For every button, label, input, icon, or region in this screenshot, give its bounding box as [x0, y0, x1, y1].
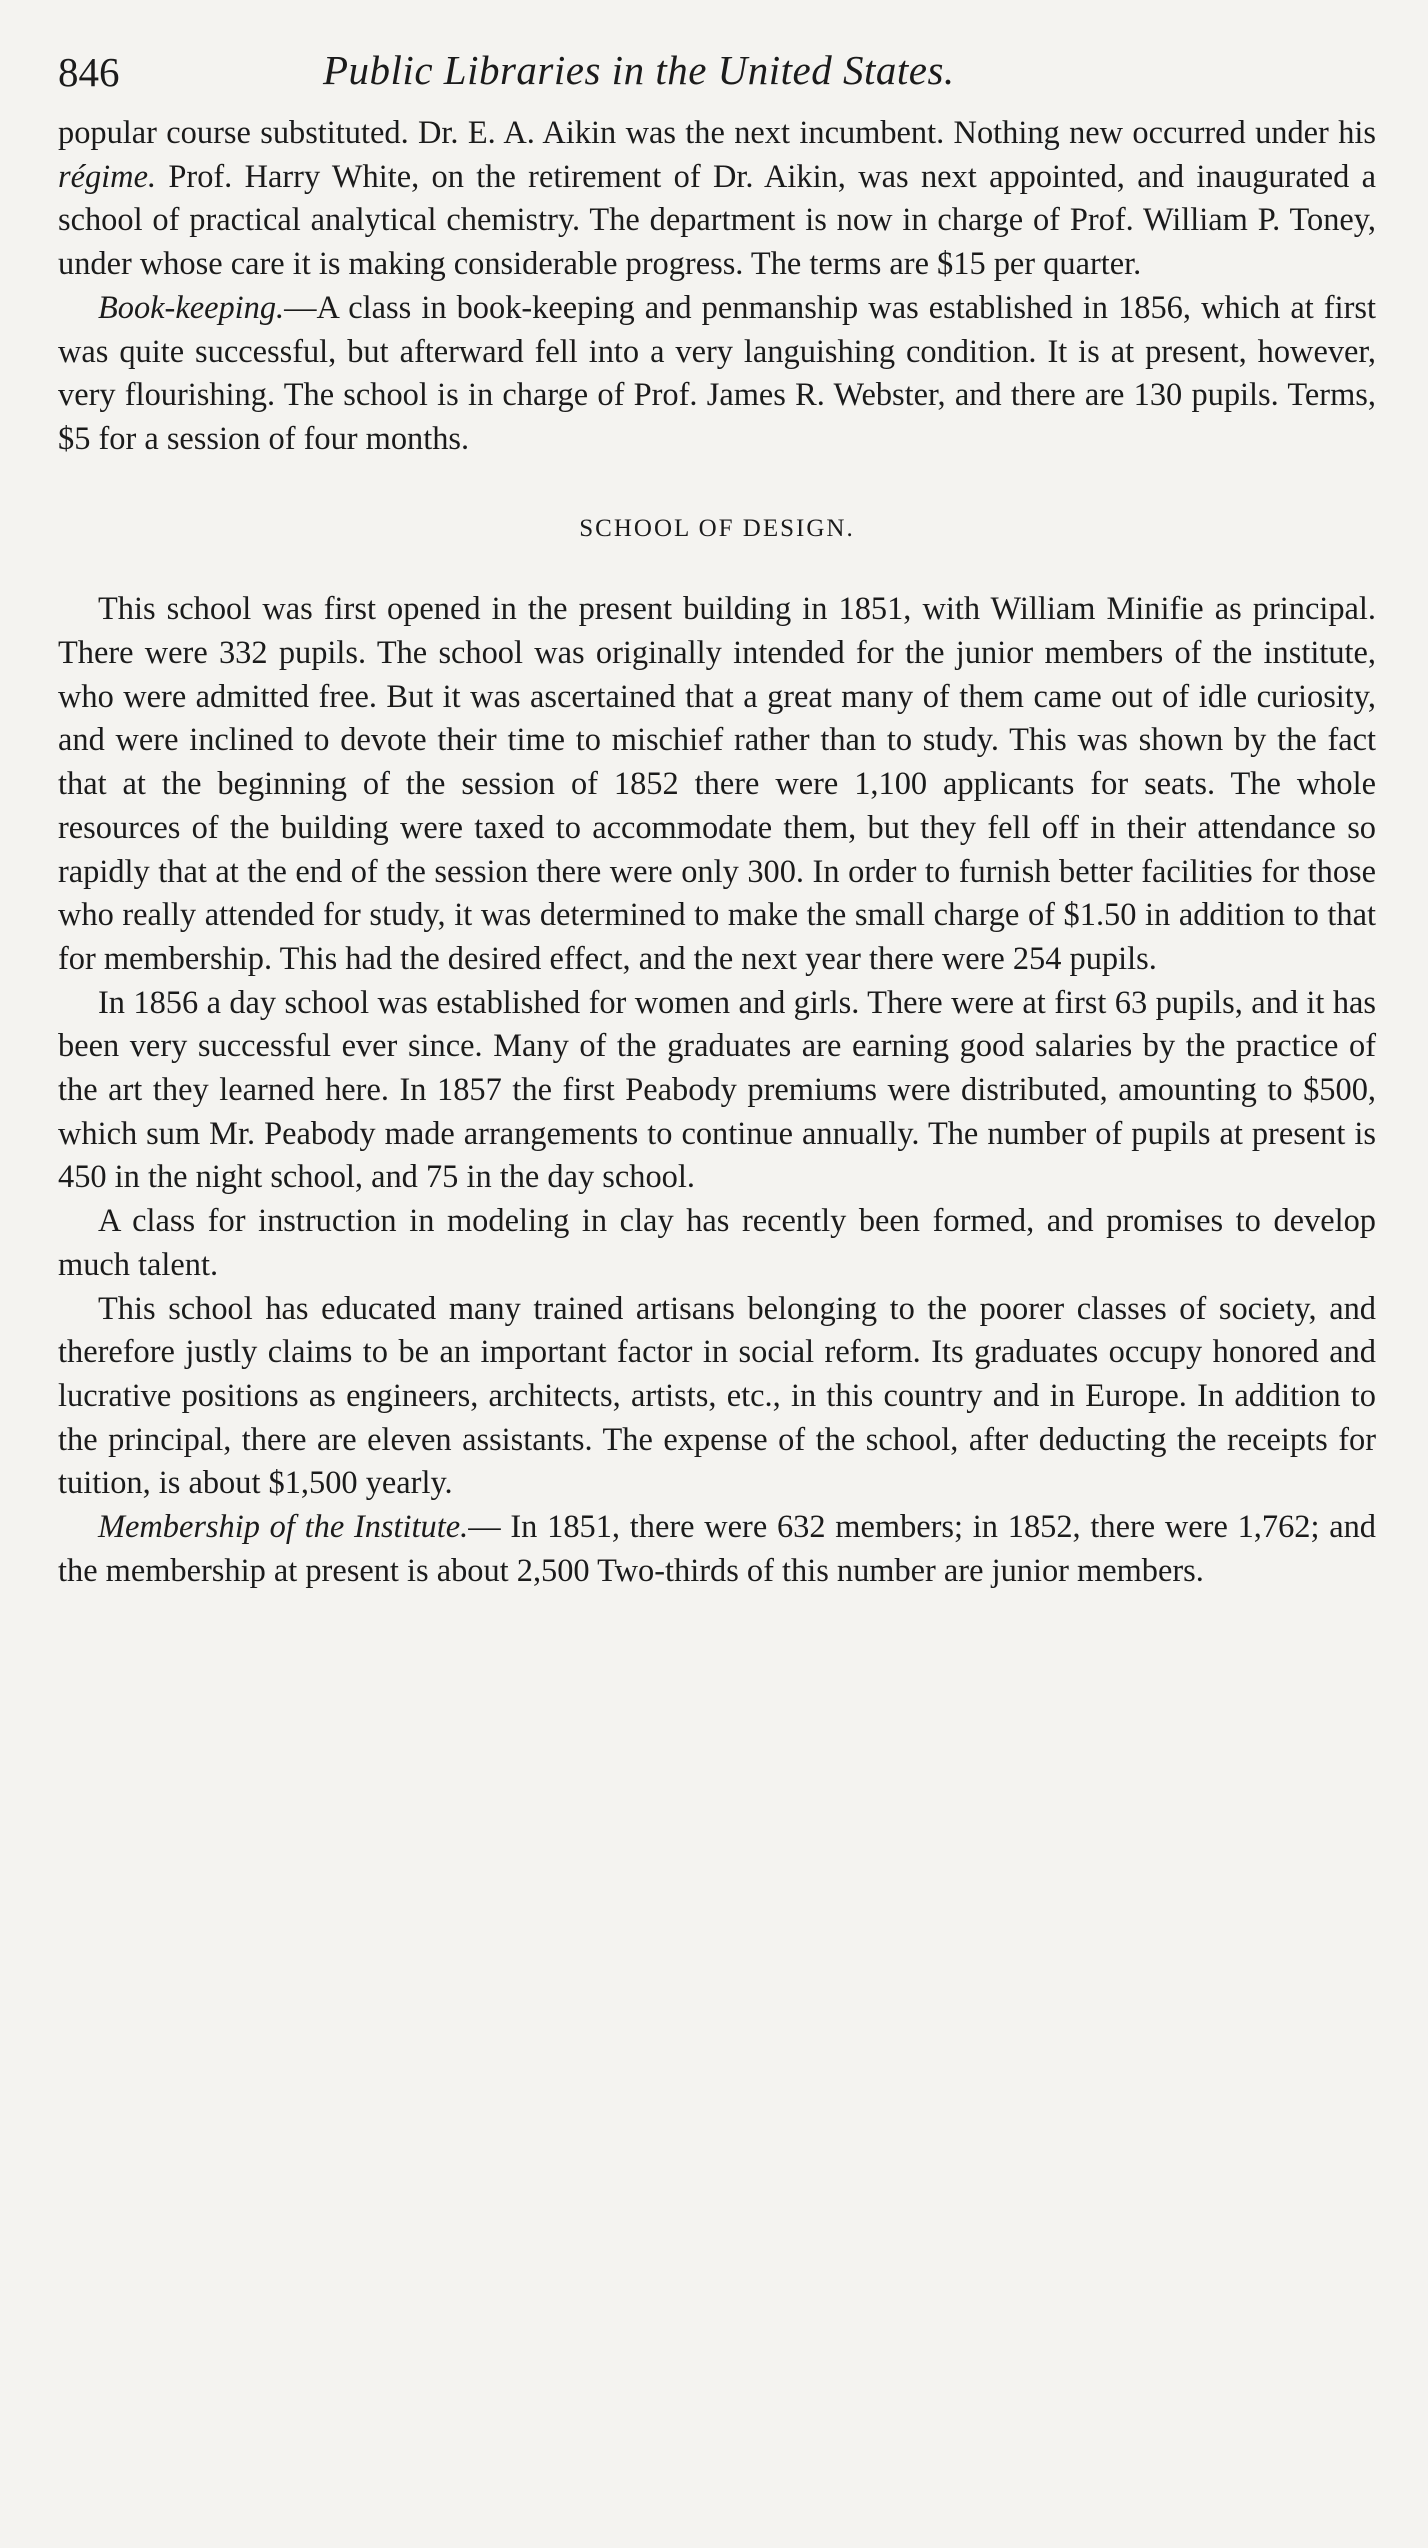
page-header — [58, 44, 1376, 112]
paragraph-book-keeping — [58, 287, 1376, 462]
section-heading: SCHOOL OF DESIGN. — [579, 514, 855, 542]
paragraph-day-school: In 1856 a day school was established for women and girls. There were at first 63 pupils, and it has been very successful ever since. Many of the graduates are earning good salaries by the practice of the art they learned here. In 1857 the first Peabody premiums were distributed, amounting to $500, which sum Mr. Peabody made arrangements to continue annually. The number of pupils at present is 450 in the night school, and 75 in the day school. — [58, 984, 1376, 1196]
paragraph-membership — [58, 1506, 1376, 1593]
run-in-heading: Book-keeping. — [98, 289, 285, 326]
running-title: Public Libraries in the United States. — [323, 47, 955, 93]
paragraph-chemistry-continued — [58, 112, 1376, 287]
run-in-heading: Membership of the Institute. — [98, 1509, 469, 1546]
paragraph-school-opening: This school was first opened in the present building in 1851, with William Minifie as principal. There were 332 pupils. The school was originally intended for the junior members of the institute, who were admitted free. But it was ascertained that a great many of them came out of idle curiosity, and were inclined to devote their time to mischief rather than to study. This was shown by the fact that at the beginning of the session of 1852 there were 1,100 applicants for seats. The whole resources of the building were taxed to accommodate them, but they fell off in their attendance so rapidly that at the end of the session there were only 300. In order to furnish better facilities for those who really attended for study, it was determined to make the small charge of $1.50 in addition to that for membership. This had the desired effect, and the next year there were 254 pupils. — [58, 591, 1376, 977]
paragraph-modeling-class: A class for instruction in modeling in clay has recently been formed, and promises to develop much talent. — [58, 1203, 1376, 1283]
book-page — [58, 44, 1376, 1594]
paragraph-text: —A class in book-keeping and penmanship was established in 1856, which at first was quite successful, but afterward fell into a very languishing condition. It is at present, however, very flourishing. The school is in charge of Prof. James R. Webster, and there are 130 pupils. Terms, $5 for a session of four months. — [58, 289, 1376, 457]
paragraph-text: popular course substituted. Dr. E. A. Aikin was the next incumbent. Nothing new occurred under his — [58, 115, 1376, 151]
paragraph-text: — In 1851, there were 632 members; in 1852, there were 1,762; and the membership at present is about 2,500 Two-thirds of this number are junior members. — [58, 1509, 1376, 1589]
body-text — [58, 112, 1376, 1594]
page-number: 846 — [58, 49, 120, 95]
paragraph-social-reform: This school has educated many trained artisans belonging to the poorer classes of society, and therefore justly claims to be an important factor in social reform. Its graduates occupy honored and lucrative positions as engineers, architects, artists, etc., in this country and in Europe. In addition to the principal, there are eleven assistants. The expense of the school, after deducting the receipts for tuition, is about $1,500 yearly. — [58, 1290, 1376, 1502]
italic-term: régime. — [58, 158, 157, 195]
paragraph-text: Prof. Harry White, on the retirement of Dr. Aikin, was next appointed, and inaugurated a school of practical analytical chemistry. The department is now in charge of Prof. William P. Toney, under whose care it is making considerable progress. The terms are $15 per quarter. — [58, 158, 1376, 283]
